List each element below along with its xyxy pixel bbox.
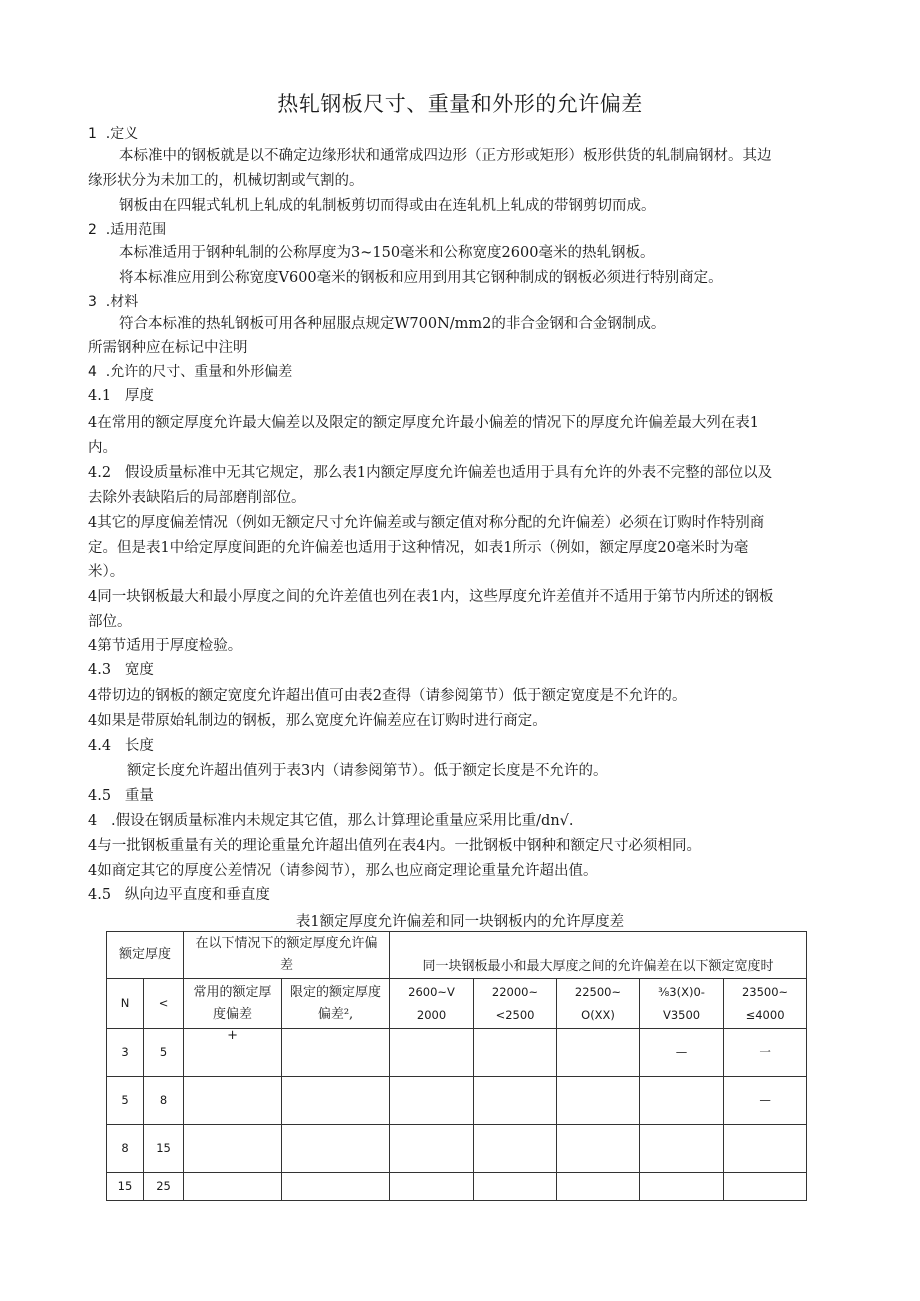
cell-thickness-from: 15 bbox=[107, 1173, 144, 1201]
document-title: 热轧钢板尺寸、重量和外形的允许偏差 bbox=[277, 92, 643, 116]
header-width-range bbox=[390, 979, 474, 1029]
paragraph-line: 钢板由在四辊式轧机上轧成的轧制板剪切而得或由在连轧机上轧成的带钢剪切而成。 bbox=[119, 198, 656, 214]
paragraph-line: 缘形状分为未加工的，机械切割或气割的。 bbox=[88, 173, 364, 189]
paragraph-line: 所需钢种应在标记中注明 bbox=[88, 340, 248, 356]
table-row bbox=[107, 1173, 807, 1201]
section-heading-scope: 2 .适用范围 bbox=[88, 222, 167, 238]
subsection-heading: 4.5 纵向边平直度和垂直度 bbox=[88, 887, 270, 903]
cell-thickness-from: 8 bbox=[107, 1125, 144, 1173]
section-heading-material: 3 .材料 bbox=[88, 294, 139, 310]
paragraph-line: 4同一块钢板最大和最小厚度之间的允许差值也列在表1内，这些厚度允许差值并不适用于第节内所述的钢板 bbox=[88, 589, 774, 605]
width-range-line: 22000~ bbox=[491, 984, 539, 999]
cell-thickness-to: 15 bbox=[144, 1125, 184, 1173]
cell-thickness-to: 8 bbox=[144, 1077, 184, 1125]
paragraph-line: 4第节适用于厚度检验。 bbox=[88, 638, 243, 654]
table-cell bbox=[390, 1029, 474, 1077]
subsection-heading: 4.3 宽度 bbox=[88, 662, 154, 678]
cell-thickness-from: 3 bbox=[107, 1029, 144, 1077]
table-cell bbox=[282, 1125, 390, 1173]
paragraph-line: 4 .假设在钢质量标准内未规定其它值，那么计算理论重量应采用比重/dn√. bbox=[88, 813, 574, 829]
subsection-heading: 4.1 厚度 bbox=[88, 388, 154, 404]
table-cell bbox=[474, 1125, 557, 1173]
table-cell bbox=[640, 1173, 724, 1201]
table-cell: 一 bbox=[724, 1029, 807, 1077]
table-row bbox=[107, 1125, 807, 1173]
header-limit-tolerance bbox=[282, 979, 390, 1029]
paragraph-line: 4如果是带原始轧制边的钢板，那么宽度允许偏差应在订购时进行商定。 bbox=[88, 713, 547, 729]
header-lt: < bbox=[144, 979, 184, 1029]
table-cell bbox=[282, 1029, 390, 1077]
paragraph-line: 米）。 bbox=[88, 564, 125, 580]
table-cell bbox=[184, 1173, 282, 1201]
header-width-range bbox=[474, 979, 557, 1029]
table-cell bbox=[640, 1077, 724, 1125]
table-cell bbox=[390, 1125, 474, 1173]
table-cell bbox=[390, 1077, 474, 1125]
subsection-heading: 4.4 长度 bbox=[88, 738, 154, 754]
table-cell bbox=[724, 1125, 807, 1173]
header-limit-line: 限定的额定厚度 bbox=[290, 984, 382, 1000]
header-width-range bbox=[557, 979, 640, 1029]
table-caption: 表1额定厚度允许偏差和同一块钢板内的允许厚度差 bbox=[295, 914, 625, 930]
paragraph-line: 部位。 bbox=[88, 614, 132, 630]
paragraph-line: 4如商定其它的厚度公差情况（请参阅节），那么也应商定理论重量允许超出值。 bbox=[88, 863, 598, 879]
paragraph-line: 4.2 假设质量标准中无其它规定，那么表1内额定厚度允许偏差也适用于具有允许的外表不完整的部位以及 bbox=[88, 465, 773, 481]
table-cell bbox=[282, 1173, 390, 1201]
width-range-line: O(XX) bbox=[581, 1007, 615, 1022]
subsection-heading: 4.5 重量 bbox=[88, 788, 154, 804]
table-cell bbox=[184, 1125, 282, 1173]
cell-plus-mark: + bbox=[184, 1029, 282, 1077]
table-cell bbox=[724, 1173, 807, 1201]
paragraph-line: 将本标准应用到公称宽度V600毫米的钢板和应用到用其它钢种制成的钢板必须进行特别商定。 bbox=[119, 270, 723, 286]
width-range-line: 2600~V bbox=[408, 984, 455, 999]
paragraph-line: 符合本标准的热轧钢板可用各种屈服点规定W700N/mm2的非合金钢和合金钢制成。 bbox=[119, 316, 666, 332]
cell-thickness-to: 5 bbox=[144, 1029, 184, 1077]
table-cell bbox=[557, 1125, 640, 1173]
table-subheader-row bbox=[107, 979, 807, 1029]
cell-thickness-to: 25 bbox=[144, 1173, 184, 1201]
header-same-plate: 同一块钢板最小和最大厚度之间的允许偏差在以下额定宽度时 bbox=[390, 932, 807, 979]
table-cell bbox=[557, 1173, 640, 1201]
table-cell bbox=[557, 1029, 640, 1077]
header-tolerance bbox=[184, 932, 390, 979]
table-cell: — bbox=[640, 1029, 724, 1077]
paragraph-line: 4其它的厚度偏差情况（例如无额定尺寸允许偏差或与额定值对称分配的允许偏差）必须在订购时作特别商 bbox=[88, 515, 765, 531]
width-range-line: 23500~ bbox=[741, 984, 789, 999]
table-cell bbox=[184, 1077, 282, 1125]
table-row bbox=[107, 1029, 807, 1077]
header-common-tolerance bbox=[184, 979, 282, 1029]
header-tolerance-line: 差 bbox=[280, 958, 294, 973]
width-range-line: 22500~ bbox=[574, 984, 622, 999]
paragraph-line: 额定长度允许超出值列于表3内（请参阅第节）。低于额定长度是不允许的。 bbox=[127, 763, 608, 779]
table-cell: — bbox=[724, 1077, 807, 1125]
paragraph-line: 本标准适用于钢种轧制的公称厚度为3~150毫米和公称宽度2600毫米的热轧钢板。 bbox=[119, 245, 655, 261]
header-width-range bbox=[724, 979, 807, 1029]
section-heading-definition: 1 .定义 bbox=[88, 126, 139, 142]
paragraph-line: 本标准中的钢板就是以不确定边缘形状和通常成四边形（正方形或矩形）板形供货的轧制扁钢材。其边 bbox=[119, 148, 772, 164]
table-cell bbox=[557, 1077, 640, 1125]
paragraph-line: 4带切边的钢板的额定宽度允许超出值可由表2查得（请参阅第节）低于额定宽度是不允许的。 bbox=[88, 688, 687, 704]
header-thickness: 额定厚度 bbox=[107, 932, 184, 979]
cell-thickness-from: 5 bbox=[107, 1077, 144, 1125]
table-cell bbox=[390, 1173, 474, 1201]
width-range-line: ⅜3(X)0- bbox=[658, 984, 705, 999]
table-cell bbox=[282, 1077, 390, 1125]
header-common-line: 度偏差 bbox=[213, 1006, 253, 1022]
section-heading-deviation: 4 .允许的尺寸、重量和外形偏差 bbox=[88, 364, 293, 380]
table-row bbox=[107, 1077, 807, 1125]
paragraph-line: 内。 bbox=[88, 440, 117, 456]
paragraph-line: 4在常用的额定厚度允许最大偏差以及限定的额定厚度允许最小偏差的情况下的厚度允许偏差最大列在表1 bbox=[88, 415, 759, 431]
width-range-line: <2500 bbox=[495, 1007, 535, 1022]
paragraph-line: 4与一批钢板重量有关的理论重量允许超出值列在表4内。一批钢板中钢种和额定尺寸必须相同。 bbox=[88, 838, 701, 854]
width-range-line: ≤4000 bbox=[745, 1007, 785, 1022]
paragraph-line: 定。但是表1中给定厚度间距的允许偏差也适用于这种情况，如表1所示（例如，额定厚度20毫米时为毫 bbox=[88, 540, 749, 556]
header-common-line: 常用的额定厚 bbox=[193, 984, 272, 1000]
table-header-row bbox=[107, 932, 807, 979]
table-cell bbox=[474, 1029, 557, 1077]
table-cell bbox=[474, 1077, 557, 1125]
table-cell bbox=[474, 1173, 557, 1201]
paragraph-line: 去除外表缺陷后的局部磨削部位。 bbox=[88, 490, 306, 506]
header-ge: N bbox=[107, 979, 144, 1029]
width-range-line: V3500 bbox=[662, 1007, 701, 1022]
header-width-range bbox=[640, 979, 724, 1029]
header-limit-line: 偏差², bbox=[317, 1006, 354, 1022]
table-cell bbox=[640, 1125, 724, 1173]
width-range-line: 2000 bbox=[416, 1007, 447, 1022]
header-tolerance-line: 在以下情况下的额定厚度允许偏 bbox=[195, 936, 378, 951]
tolerance-table bbox=[106, 931, 807, 1201]
